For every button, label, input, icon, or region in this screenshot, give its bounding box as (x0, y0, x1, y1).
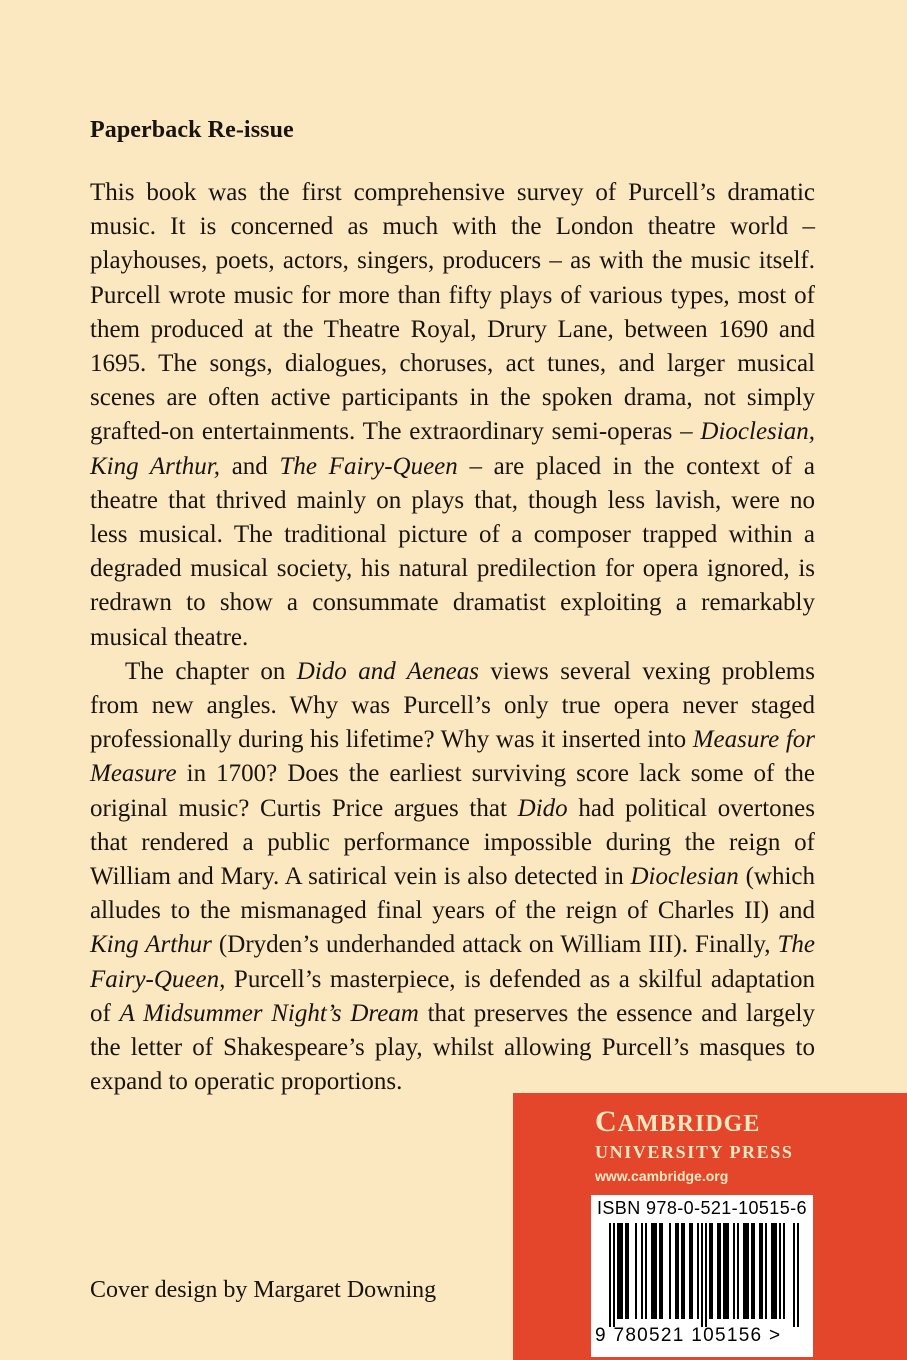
publisher-url: www.cambridge.org (595, 1168, 729, 1184)
barcode-bar (697, 1223, 699, 1319)
italic-title-run: Dioclesian, King Arthur, (90, 418, 815, 480)
blurb-paragraph-2 (90, 655, 815, 1100)
barcode-bar (669, 1223, 671, 1319)
barcode-bar (659, 1223, 661, 1319)
barcode-bar (701, 1223, 703, 1327)
publisher-logo-name (595, 1105, 835, 1139)
publisher-block (513, 1093, 907, 1360)
barcode-bar (653, 1223, 655, 1319)
barcode-bar (641, 1223, 643, 1319)
text-run: that preserves the essence and largely the letter of Shakespeare’s play, whilst allowing Purcell’s masques to expand to operatic proportions. (90, 999, 815, 1096)
barcode-bar (635, 1223, 637, 1319)
barcode-bar (621, 1223, 623, 1319)
barcode-bar (705, 1223, 707, 1327)
barcode-bar (743, 1223, 745, 1319)
text-run: This book was the first comprehensive survey of Purcell’s dramatic music. It is concerned as much with the London theatre world – playhouses, poets, actors, singers, producers – as with the music itself. Purcell wrote music for more than fifty plays of various types, most of them produced at the Theatre Royal, Drury Lane, between 1690 and 1695. The songs, dialogues, choruses, act tunes, and larger musical scenes are often active participants in the spoken drama, not simply grafted-on entertainments. The extraordinary semi-operas – (90, 179, 815, 446)
barcode-bar (783, 1223, 785, 1319)
barcode-bar (737, 1223, 739, 1319)
barcode-bar (661, 1223, 663, 1319)
barcode-bar (759, 1223, 761, 1319)
italic-title-run: Dido (517, 794, 568, 822)
barcode-bar (689, 1223, 691, 1319)
italic-title-run: Measure for Measure (90, 726, 815, 788)
text-run: (Dryden’s underhanded attack on William III). Finally, (211, 931, 778, 959)
text-run: and (220, 452, 280, 480)
barcode-bar (619, 1223, 621, 1319)
barcode-bar (797, 1223, 799, 1327)
section-heading: Paperback Re-issue (90, 117, 294, 143)
text-run: Purcell’s masterpiece, is defended as a skilful adaptation of (90, 965, 815, 1027)
italic-title-run: King Arthur (90, 931, 212, 959)
barcode-bar (723, 1223, 725, 1319)
barcode-bar (775, 1223, 777, 1319)
cover-design-credit: Cover design by Margaret Downing (90, 1277, 437, 1303)
barcode-bar (761, 1223, 763, 1319)
barcode-digits: 9 780521 105156 > (595, 1325, 782, 1346)
barcode-bar (771, 1223, 773, 1319)
publisher-name-initial: C (595, 1105, 618, 1138)
publisher-subtitle: UNIVERSITY PRESS (595, 1142, 794, 1162)
italic-title-run: A Midsummer Night’s Dream (119, 999, 419, 1027)
barcode-bar (719, 1223, 721, 1319)
barcode-bar (651, 1223, 653, 1319)
barcode-bar (645, 1223, 647, 1319)
isbn-label: ISBN 978-0-521-10515-6 (597, 1198, 807, 1218)
blurb-paragraph-1 (90, 176, 815, 655)
barcode-bar (793, 1223, 795, 1327)
barcode-bar (733, 1223, 735, 1319)
barcode-bar (765, 1223, 767, 1319)
publisher-name-rest: AMBRIDGE (617, 1111, 761, 1137)
barcode-bar (627, 1223, 629, 1319)
text-run: – are placed in the context of a theatre that thrived mainly on plays that, though less lavish, were no less musical. The traditional picture of a composer trapped within a degraded musical society, his natural predilection for opera ignored, is redrawn to show a consummate dramatist exploiting a remarkably musical theatre. (90, 452, 815, 651)
barcode-bar (617, 1223, 619, 1319)
barcode-panel (591, 1195, 813, 1357)
barcode-bar (779, 1223, 781, 1319)
barcode-bar (609, 1223, 611, 1327)
barcode-bar (773, 1223, 775, 1319)
barcode-bar (675, 1223, 677, 1319)
barcode-bar (747, 1223, 749, 1319)
barcode-bar (677, 1223, 679, 1319)
barcode-bar (691, 1223, 693, 1319)
barcode-bar (717, 1223, 719, 1319)
text-run: (which alludes to the mismanaged final years of the reign of Charles II) and (90, 863, 815, 925)
barcode-bar (683, 1223, 685, 1319)
barcode-icon (591, 1221, 813, 1327)
text-run: in 1700? Does the earliest surviving score lack some of the original music? Curtis Price argues that (90, 760, 815, 822)
italic-title-run: Dioclesian (630, 863, 739, 891)
barcode-bar (655, 1223, 657, 1319)
text-run: views several vexing problems from new angles. Why was Purcell’s only true opera never staged professionally during his lifetime? Why was it inserted into (90, 657, 815, 754)
text-run: had political overtones that rendered a public performance impossible during the reign of William and Mary. A satirical vein is also detected in (90, 794, 815, 891)
barcode-bar (625, 1223, 627, 1319)
italic-title-run: The Fairy-Queen, (90, 931, 815, 993)
barcode-bar (613, 1223, 615, 1327)
barcode-bar (745, 1223, 747, 1319)
italic-title-run: The Fairy-Queen (279, 452, 458, 480)
text-run: The chapter on (125, 657, 297, 685)
barcode-bar (751, 1223, 753, 1319)
barcode-bar (711, 1223, 713, 1319)
barcode-bar (725, 1223, 727, 1319)
blurb-text (90, 176, 815, 1099)
barcode-bar (681, 1223, 683, 1319)
barcode-bar (709, 1223, 711, 1319)
italic-title-run: Dido and Aeneas (296, 657, 479, 685)
barcode-bar (753, 1223, 755, 1319)
barcode-bar (727, 1223, 729, 1319)
